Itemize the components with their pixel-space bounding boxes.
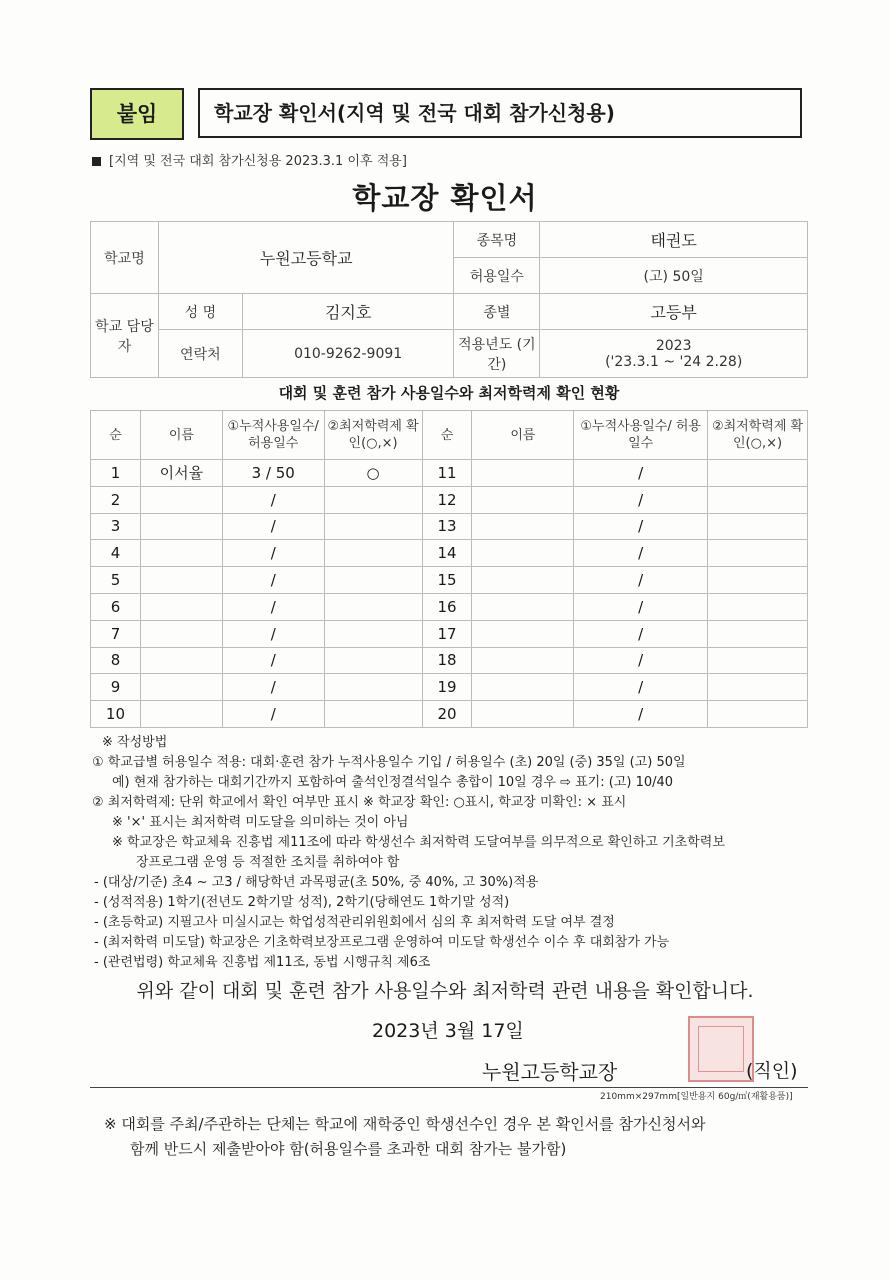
seq-cell: 12 bbox=[422, 486, 472, 513]
seq-cell: 13 bbox=[422, 513, 472, 540]
school-value: 누원고등학교 bbox=[158, 222, 454, 294]
table-row bbox=[91, 593, 808, 620]
days-cell: / bbox=[222, 674, 324, 701]
name-cell bbox=[472, 701, 574, 728]
event-value: 태권도 bbox=[540, 222, 808, 258]
note-d3: - (초등학교) 지필고사 미실시교는 학업성적관리위원회에서 심의 후 최저학력 도달 여부 결정 bbox=[94, 915, 615, 930]
manager-label: 학교 담당자 bbox=[91, 294, 159, 378]
check-cell bbox=[324, 593, 422, 620]
seal-label: (직인) bbox=[746, 1060, 798, 1082]
days-cell: / bbox=[574, 674, 708, 701]
seq-cell: 7 bbox=[91, 620, 141, 647]
contact-value: 010-9262-9091 bbox=[242, 330, 454, 378]
period-value: ('23.3.1 ~ '24 2.28) bbox=[605, 353, 743, 370]
allowed-value: (고) 50일 bbox=[540, 258, 808, 294]
note-d5: - (관련법령) 학교체육 진흥법 제11조, 동법 시행규칙 제6조 bbox=[94, 955, 431, 970]
name-cell bbox=[140, 674, 222, 701]
header-box-title: 학교장 확인서(지역 및 전국 대회 참가신청용) bbox=[198, 88, 802, 138]
year-label: 적용년도 (기간) bbox=[454, 330, 540, 378]
check-cell bbox=[324, 513, 422, 540]
note-4a: ※ 학교장은 학교체육 진흥법 제11조에 따라 학생선수 최저학력 도달여부를 의무적으로 확인하고 기초학력보 bbox=[112, 835, 725, 850]
divider bbox=[90, 1087, 808, 1088]
seq-cell: 8 bbox=[91, 647, 141, 674]
name-cell bbox=[472, 486, 574, 513]
name-cell bbox=[472, 593, 574, 620]
seq-cell: 17 bbox=[422, 620, 472, 647]
principal-signature: 누원고등학교장 bbox=[482, 1060, 618, 1084]
name-cell bbox=[472, 647, 574, 674]
days-cell: / bbox=[222, 647, 324, 674]
check-cell bbox=[324, 567, 422, 594]
seq-cell: 1 bbox=[91, 460, 141, 487]
table-row bbox=[91, 486, 808, 513]
check-cell bbox=[324, 620, 422, 647]
table-row bbox=[91, 513, 808, 540]
seq-cell: 18 bbox=[422, 647, 472, 674]
name-cell bbox=[472, 567, 574, 594]
name-cell bbox=[472, 513, 574, 540]
days-cell: / bbox=[222, 593, 324, 620]
seq-cell: 16 bbox=[422, 593, 472, 620]
seq-cell: 2 bbox=[91, 486, 141, 513]
table-row bbox=[91, 647, 808, 674]
name-cell bbox=[140, 701, 222, 728]
note-1a: ① 학교급별 허용일수 적용: 대회·훈련 참가 누적사용일수 기입 / 허용일수 (초) 20일 (중) 35일 (고) 50일 bbox=[92, 755, 686, 770]
days-cell: / bbox=[222, 513, 324, 540]
days-cell: / bbox=[574, 486, 708, 513]
name-value: 김지호 bbox=[242, 294, 454, 330]
event-label: 종목명 bbox=[454, 222, 540, 258]
page-title: 학교장 확인서 bbox=[352, 181, 538, 215]
footer-note bbox=[104, 1112, 824, 1162]
seq-cell: 6 bbox=[91, 593, 141, 620]
note-d2: - (성적적용) 1학기(전년도 2학기말 성적), 2학기(당해연도 1학기말 성적) bbox=[94, 895, 510, 910]
check-cell bbox=[708, 567, 808, 594]
year-value: 2023 bbox=[655, 337, 692, 354]
participants-table bbox=[90, 410, 808, 728]
note-d1: - (대상/기준) 초4 ~ 고3 / 해당학년 과목평균(초 50%, 중 40%, 고 30%)적용 bbox=[94, 875, 539, 890]
seq-cell: 19 bbox=[422, 674, 472, 701]
days-cell: / bbox=[222, 567, 324, 594]
days-cell: / bbox=[574, 701, 708, 728]
days-cell: / bbox=[574, 620, 708, 647]
apply-note-text: [지역 및 전국 대회 참가신청용 2023.3.1 이후 적용] bbox=[109, 154, 407, 169]
days-cell: / bbox=[574, 460, 708, 487]
days-cell: / bbox=[574, 647, 708, 674]
name-cell bbox=[472, 674, 574, 701]
check-cell bbox=[708, 701, 808, 728]
school-label: 학교명 bbox=[91, 222, 159, 294]
table-header-row bbox=[91, 411, 808, 460]
name-cell bbox=[140, 647, 222, 674]
year-cell bbox=[540, 330, 808, 378]
name-cell bbox=[140, 540, 222, 567]
name-cell: 이서율 bbox=[140, 460, 222, 487]
name-cell bbox=[140, 513, 222, 540]
table-row bbox=[91, 460, 808, 487]
table-row bbox=[91, 701, 808, 728]
header-check: ②최저학력제 확인(○,×) bbox=[708, 411, 808, 460]
class-value: 고등부 bbox=[540, 294, 808, 330]
attachment-badge: 붙임 bbox=[90, 88, 184, 140]
instructions bbox=[92, 733, 812, 973]
days-cell: / bbox=[222, 486, 324, 513]
check-cell: ○ bbox=[324, 460, 422, 487]
seq-cell: 4 bbox=[91, 540, 141, 567]
table-row bbox=[91, 674, 808, 701]
check-cell bbox=[708, 620, 808, 647]
header-name: 이름 bbox=[472, 411, 574, 460]
days-cell: / bbox=[574, 513, 708, 540]
seq-cell: 11 bbox=[422, 460, 472, 487]
footer-line-1: ※ 대회를 주최/주관하는 단체는 학교에 재학중인 학생선수인 경우 본 확인서를 참가신청서와 bbox=[104, 1115, 706, 1133]
check-cell bbox=[708, 513, 808, 540]
table-row bbox=[91, 567, 808, 594]
header-days: ①누적사용일수/ 허용일수 bbox=[574, 411, 708, 460]
confirmation-statement: 위와 같이 대회 및 훈련 참가 사용일수와 최저학력 관련 내용을 확인합니다. bbox=[136, 980, 754, 1002]
days-cell: / bbox=[222, 620, 324, 647]
header-name: 이름 bbox=[140, 411, 222, 460]
issue-date: 2023년 3월 17일 bbox=[372, 1020, 524, 1042]
check-cell bbox=[324, 540, 422, 567]
check-cell bbox=[708, 540, 808, 567]
official-seal-stamp bbox=[688, 1016, 754, 1082]
seq-cell: 9 bbox=[91, 674, 141, 701]
check-cell bbox=[708, 460, 808, 487]
table-row bbox=[91, 540, 808, 567]
note-d4: - (최저학력 미도달) 학교장은 기초학력보장프로그램 운영하여 미도달 학생선수 이수 후 대회참가 가능 bbox=[94, 935, 670, 950]
footer-line-2: 함께 반드시 제출받아야 함(허용일수를 초과한 대회 참가는 불가함) bbox=[130, 1140, 567, 1158]
allowed-label: 허용일수 bbox=[454, 258, 540, 294]
check-cell bbox=[708, 486, 808, 513]
days-cell: / bbox=[574, 593, 708, 620]
name-cell bbox=[140, 486, 222, 513]
check-cell bbox=[324, 486, 422, 513]
check-cell bbox=[708, 674, 808, 701]
header-check: ②최저학력제 확인(○,×) bbox=[324, 411, 422, 460]
class-label: 종별 bbox=[454, 294, 540, 330]
paper-spec: 210mm×297mm[일반용지 60g/㎡(재활용품)] bbox=[600, 1092, 793, 1102]
contact-label: 연락처 bbox=[158, 330, 242, 378]
seq-cell: 14 bbox=[422, 540, 472, 567]
seq-cell: 5 bbox=[91, 567, 141, 594]
seq-cell: 15 bbox=[422, 567, 472, 594]
note-1b: 예) 현재 참가하는 대회기간까지 포함하여 출석인정결석일수 총합이 10일 경우 ⇨ 표기: (고) 10/40 bbox=[112, 775, 674, 790]
header-seq: 순 bbox=[91, 411, 141, 460]
seq-cell: 10 bbox=[91, 701, 141, 728]
info-table bbox=[90, 221, 808, 378]
name-label: 성 명 bbox=[158, 294, 242, 330]
note-2: ② 최저학력제: 단위 학교에서 확인 여부만 표시 ※ 학교장 확인: ○표시, 학교장 미확인: × 표시 bbox=[92, 795, 627, 810]
days-cell: / bbox=[222, 701, 324, 728]
check-cell bbox=[324, 674, 422, 701]
check-cell bbox=[708, 647, 808, 674]
header-seq: 순 bbox=[422, 411, 472, 460]
status-subheading: 대회 및 훈련 참가 사용일수와 최저학력제 확인 현황 bbox=[278, 384, 620, 402]
name-cell bbox=[472, 540, 574, 567]
note-3: ※ '×' 표시는 최저학력 미도달을 의미하는 것이 아님 bbox=[112, 815, 409, 830]
header-days: ①누적사용일수/ 허용일수 bbox=[222, 411, 324, 460]
apply-note bbox=[92, 150, 407, 169]
days-cell: / bbox=[574, 540, 708, 567]
check-cell bbox=[324, 701, 422, 728]
seq-cell: 3 bbox=[91, 513, 141, 540]
days-cell: / bbox=[574, 567, 708, 594]
days-cell: 3 / 50 bbox=[222, 460, 324, 487]
name-cell bbox=[472, 460, 574, 487]
name-cell bbox=[472, 620, 574, 647]
square-bullet-icon bbox=[92, 157, 101, 166]
name-cell bbox=[140, 567, 222, 594]
seq-cell: 20 bbox=[422, 701, 472, 728]
check-cell bbox=[324, 647, 422, 674]
notes-heading: ※ 작성방법 bbox=[102, 735, 168, 750]
check-cell bbox=[708, 593, 808, 620]
note-4b: 장프로그램 운영 등 적절한 조치를 취하여야 함 bbox=[136, 855, 400, 870]
name-cell bbox=[140, 620, 222, 647]
days-cell: / bbox=[222, 540, 324, 567]
name-cell bbox=[140, 593, 222, 620]
table-row bbox=[91, 620, 808, 647]
